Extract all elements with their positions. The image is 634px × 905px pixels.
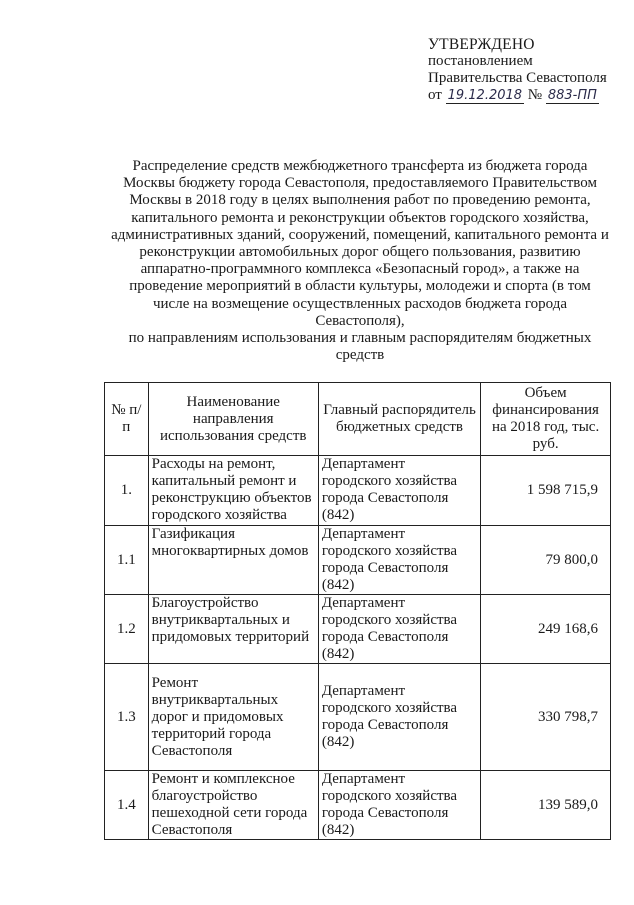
table-row [105, 771, 611, 840]
title-line: капитального ремонта и реконструкции объектов городского хозяйства, [131, 209, 589, 226]
approval-stamp [428, 36, 628, 104]
cell-administrator: Департамент городского хозяйства города Севастополя (842) [318, 526, 480, 595]
table-header-row [105, 383, 611, 456]
approval-line-1: постановлением [428, 53, 533, 69]
cell-amount: 249 168,6 [481, 595, 611, 664]
title-line: Севастополя), [315, 312, 405, 329]
handwritten-date: 19.12.2018 [447, 88, 523, 103]
table-row [105, 526, 611, 595]
cell-administrator: Департамент городского хозяйства города Севастополя (842) [318, 595, 480, 664]
cell-administrator: Департамент городского хозяйства города Севастополя (842) [318, 664, 480, 771]
header-administrator: Главный распорядитель бюджетных средств [318, 383, 480, 456]
title-line: средств [335, 347, 385, 364]
cell-administrator: Департамент городского хозяйства города Севастополя (842) [318, 456, 480, 526]
title-line: Москвы бюджету города Севастополя, предоставляемого Правительством [123, 175, 597, 192]
number-prefix: № [527, 87, 543, 103]
allocation-table [104, 382, 611, 840]
cell-num: 1.3 [105, 664, 149, 771]
approval-heading: УТВЕРЖДЕНО [428, 36, 535, 53]
title-line: административных зданий, сооружений, помещений, капитального ремонта и [111, 226, 609, 243]
cell-administrator: Департамент городского хозяйства города Севастополя (842) [318, 771, 480, 840]
cell-amount: 79 800,0 [481, 526, 611, 595]
approval-line-2: Правительства Севастополя [428, 70, 607, 86]
cell-direction: Ремонт и комплексное благоустройство пешеходной сети города Севастополя [148, 771, 318, 840]
handwritten-number: 883-ПП [547, 88, 597, 103]
title-line: числе на возмещение осуществленных расходов бюджета города [152, 295, 567, 312]
table-row [105, 595, 611, 664]
cell-amount: 139 589,0 [481, 771, 611, 840]
header-direction: Наименование направления использования средств [148, 383, 318, 456]
cell-num: 1.2 [105, 595, 149, 664]
approval-dateline [428, 87, 628, 104]
cell-num: 1.4 [105, 771, 149, 840]
title-line: реконструкции автомобильных дорог общего пользования, развитию [139, 244, 581, 261]
cell-num: 1. [105, 456, 149, 526]
title-line: аппаратно-программного комплекса «Безопасный город», а также на [140, 261, 580, 278]
table-row [105, 456, 611, 526]
date-prefix: от [428, 87, 442, 103]
title-line: проведение мероприятий в области культуры, молодежи и спорта (в том [129, 278, 591, 295]
table-row [105, 664, 611, 771]
cell-direction: Благоустройство внутриквартальных и придомовых территорий [148, 595, 318, 664]
cell-amount: 1 598 715,9 [481, 456, 611, 526]
cell-direction: Расходы на ремонт, капитальный ремонт и реконструкцию объектов городского хозяйства [148, 456, 318, 526]
cell-amount: 330 798,7 [481, 664, 611, 771]
header-amount: Объем финансирования на 2018 год, тыс. руб. [481, 383, 611, 456]
title-line: Москвы в 2018 году в целях выполнения работ по проведению ремонта, [129, 192, 591, 209]
cell-direction: Газификация многоквартирных домов [148, 526, 318, 595]
cell-direction: Ремонт внутриквартальных дорог и придомовых территорий города Севастополя [148, 664, 318, 771]
cell-num: 1.1 [105, 526, 149, 595]
header-num: № п/п [105, 383, 149, 456]
document-title [100, 158, 620, 364]
title-line: по направлениям использования и главным распорядителям бюджетных [128, 330, 592, 347]
title-line: Распределение средств межбюджетного трансферта из бюджета города [132, 158, 588, 174]
